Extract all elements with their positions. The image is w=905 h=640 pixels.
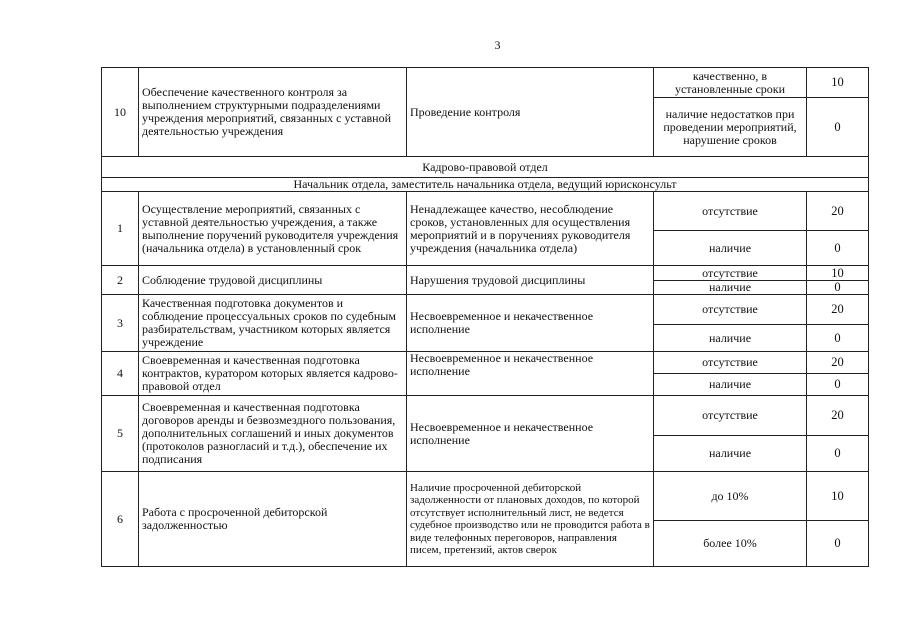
subsection-header <box>102 178 869 192</box>
score-cell: 0 <box>807 374 869 396</box>
score-cell: 10 <box>807 68 869 98</box>
criterion-cell: Своевременная и качественная подготовка контрактов, куратором которых является кадрово-правовой отдел <box>139 352 407 396</box>
indicator-cell: Нарушения трудовой дисциплины <box>407 266 654 295</box>
criterion-cell: Работа с просроченной дебиторской задолженностью <box>139 472 407 567</box>
indicator-cell: Несвоевременное и некачественное исполнение <box>407 295 654 352</box>
section-title: Кадрово-правовой отдел <box>102 157 869 178</box>
indicator-cell: Ненадлежащее качество, несоблюдение сроков, установленных для осуществления мероприятий и в поручениях руководителя учреждения (начальника отдела) <box>407 192 654 266</box>
score-cell: 0 <box>807 436 869 472</box>
score-cell: 0 <box>807 521 869 567</box>
condition-cell: наличие <box>654 374 807 396</box>
condition-cell: качественно, в установленные сроки <box>654 68 807 98</box>
score-cell: 0 <box>807 231 869 266</box>
table-row <box>102 352 869 374</box>
row-number: 3 <box>102 295 139 352</box>
score-cell: 20 <box>807 192 869 231</box>
condition-cell: наличие <box>654 231 807 266</box>
condition-cell: отсутствие <box>654 352 807 374</box>
condition-cell: отсутствие <box>654 192 807 231</box>
page-number: 3 <box>494 38 501 52</box>
criterion-cell: Соблюдение трудовой дисциплины <box>139 266 407 295</box>
table-row <box>102 472 869 521</box>
row-number: 5 <box>102 396 139 472</box>
score-cell: 20 <box>807 396 869 436</box>
condition-cell: более 10% <box>654 521 807 567</box>
row-number: 2 <box>102 266 139 295</box>
score-cell: 0 <box>807 325 869 352</box>
condition-cell: наличие недостатков при проведении мероприятий, нарушение сроков <box>654 98 807 157</box>
score-cell: 0 <box>807 98 869 157</box>
row-number: 6 <box>102 472 139 567</box>
indicator-cell: Несвоевременное и некачественное исполнение <box>407 396 654 472</box>
condition-cell: до 10% <box>654 472 807 521</box>
condition-cell: отсутствие <box>654 295 807 325</box>
score-cell: 20 <box>807 295 869 325</box>
subsection-title: Начальник отдела, заместитель начальника отдела, ведущий юрисконсульт <box>102 178 869 192</box>
score-cell: 10 <box>807 266 869 281</box>
criteria-table <box>101 67 869 567</box>
score-cell: 20 <box>807 352 869 374</box>
row-number: 4 <box>102 352 139 396</box>
score-cell: 0 <box>807 281 869 295</box>
section-header <box>102 157 869 178</box>
indicator-cell: Наличие просроченной дебиторской задолженности от плановых доходов, по которой отсутствует исполнительный лист, не ведется судебное производство или не проводится работа в виде телефонных переговоров, направления писем, претензий, актов сверок <box>407 472 654 567</box>
table-row <box>102 266 869 281</box>
condition-cell: наличие <box>654 436 807 472</box>
criterion-cell: Своевременная и качественная подготовка договоров аренды и безвозмездного пользования, дополнительных соглашений и иных документов (протоколов разногласий и т.д.), обеспечение их подписания <box>139 396 407 472</box>
condition-cell: отсутствие <box>654 396 807 436</box>
score-cell: 10 <box>807 472 869 521</box>
criterion-cell: Осуществление мероприятий, связанных с уставной деятельностью учреждения, а также выполнение поручений руководителя учреждения (начальника отдела) в установленный срок <box>139 192 407 266</box>
criterion-cell: Качественная подготовка документов и соблюдение процессуальных сроков по судебным разбирательствам, участником которых является учреждение <box>139 295 407 352</box>
row-number: 1 <box>102 192 139 266</box>
row-number: 10 <box>102 68 139 157</box>
table-row <box>102 295 869 325</box>
table-row <box>102 396 869 436</box>
indicator-cell: Проведение контроля <box>407 68 654 157</box>
criterion-cell: Обеспечение качественного контроля за выполнением структурными подразделениями учреждения мероприятий, связанных с уставной деятельностью учреждения <box>139 68 407 157</box>
condition-cell: наличие <box>654 281 807 295</box>
table-row <box>102 192 869 231</box>
table-row <box>102 68 869 98</box>
condition-cell: отсутствие <box>654 266 807 281</box>
indicator-cell: Несвоевременное и некачественное исполнение <box>407 352 654 396</box>
condition-cell: наличие <box>654 325 807 352</box>
